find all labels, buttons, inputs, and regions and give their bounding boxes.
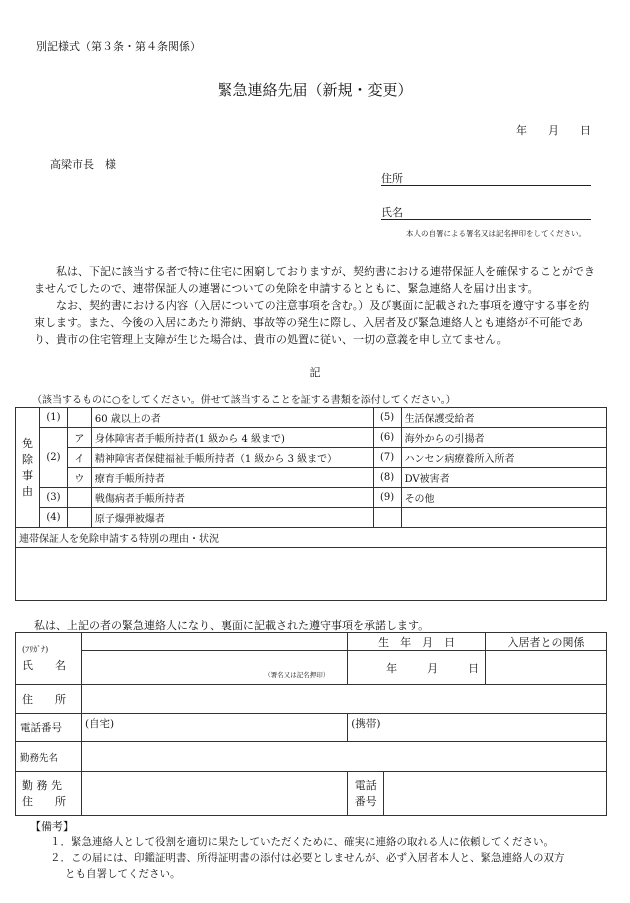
table-row	[16, 488, 607, 508]
item-9-number[interactable]: (9)	[373, 488, 401, 508]
item-1-number[interactable]: (1)	[39, 408, 67, 428]
note-2: ２．この届には、印鑑証明書、所得証明書の添付は必要としませんが、必ず入居者本人と、緊急連絡人の双方	[50, 852, 565, 864]
dob-day-unit: 日	[468, 661, 480, 675]
notes-heading: 【備考】	[30, 820, 74, 833]
mobile-phone-label: (携帯)	[351, 718, 381, 730]
relation-input[interactable]	[486, 651, 607, 685]
table-row	[16, 528, 607, 548]
item-8-text: DV被害者	[401, 468, 606, 488]
dob-label: 生 年 月 日	[348, 633, 486, 651]
dob-month-unit: 月	[427, 661, 439, 675]
table-row	[16, 633, 607, 651]
workplace-phone-label: 電話 番号	[348, 772, 384, 816]
name-label: 氏 名	[22, 659, 66, 672]
item-5-number[interactable]: (5)	[373, 408, 401, 428]
table-row	[16, 742, 607, 772]
furigana-input[interactable]	[81, 633, 347, 651]
date-line	[516, 122, 591, 138]
workplace-name-input[interactable]	[81, 742, 606, 772]
address-input[interactable]	[81, 685, 606, 714]
item-2i-text: 精神障害者保健福祉手帳所持者（1 級から 3 級まで）	[91, 448, 373, 468]
item-6-text: 海外からの引揚者	[401, 428, 606, 448]
item-2a-letter[interactable]: ア	[67, 428, 91, 448]
table-row	[16, 508, 607, 528]
item-6-number[interactable]: (6)	[373, 428, 401, 448]
contact-intro: 私は、上記の者の緊急連絡人になり、裏面に記載された遵守事項を承諾します。	[34, 619, 430, 632]
table-row	[16, 428, 607, 448]
table-row	[16, 468, 607, 488]
relation-label: 入居者との関係	[486, 633, 607, 651]
exemption-table	[15, 407, 607, 601]
item-1-text: 60 歳以上の者	[91, 408, 373, 428]
declaration-paragraph-1: 私は、下記に該当する者で特に住宅に困窮しておりますが、契約書における連帯保証人を確保することができませんでしたので、連帯保証人の連署についての免除を申請するとともに、緊急連絡人を届け出ます。	[34, 265, 595, 295]
item-9-text: その他	[401, 488, 606, 508]
applicant-address-label: 住所	[381, 172, 403, 185]
seal-note: （署名又は記名押印）	[264, 671, 330, 679]
reason-label: 連帯保証人を免除申請する特別の理由・状況	[16, 528, 607, 548]
dob-year-unit: 年	[386, 661, 398, 675]
note-2-continued: とも自署してください。	[65, 868, 181, 880]
item-2a-text: 身体障害者手帳所持者(1 級から 4 級まで)	[91, 428, 373, 448]
date-day-label: 日	[580, 124, 591, 137]
name-input[interactable]	[81, 651, 347, 685]
workplace-address-label: 勤 務 先 住 所	[16, 772, 82, 816]
item-3-text: 戦傷病者手帳所持者	[91, 488, 373, 508]
item-7-number[interactable]: (7)	[373, 448, 401, 468]
item-5-text: 生活保護受給者	[401, 408, 606, 428]
address-label: 住 所	[16, 685, 82, 714]
workplace-name-label: 勤務先名	[16, 742, 82, 772]
table-row	[16, 548, 607, 601]
applicant-name-field[interactable]	[381, 204, 591, 220]
exemption-side-label: 免 除 事 由	[16, 408, 40, 528]
exemption-instruction: （該当するものに○をしてください。併せて該当することを証する書類を添付してください。）	[32, 395, 456, 406]
item-7-text: ハンセン病療養所入所者	[401, 448, 606, 468]
item-8-number[interactable]: (8)	[373, 468, 401, 488]
table-row	[16, 772, 607, 816]
item-2u-text: 療育手帳所持者	[91, 468, 373, 488]
home-phone-input[interactable]	[81, 714, 347, 742]
home-phone-label: (自宅)	[84, 718, 115, 730]
applicant-name-label: 氏名	[381, 206, 403, 219]
table-row	[16, 408, 607, 428]
contact-table	[15, 632, 607, 816]
form-reference: 別記様式（第３条・第４条関係）	[36, 40, 201, 53]
table-row	[16, 448, 607, 468]
dob-input[interactable]	[348, 651, 486, 685]
date-year-label: 年	[516, 124, 527, 137]
date-month-label: 月	[548, 124, 559, 137]
addressee: 高梁市長 様	[50, 158, 116, 171]
item-2i-letter[interactable]: イ	[67, 448, 91, 468]
furigana-label: (ﾌﾘｶﾞﾅ)	[22, 645, 49, 654]
workplace-phone-input[interactable]	[384, 772, 607, 816]
page-title: 緊急連絡先届（新規・変更）	[217, 81, 413, 99]
item-2u-letter[interactable]: ウ	[67, 468, 91, 488]
table-row	[16, 714, 607, 742]
phone-label: 電話番号	[16, 714, 82, 742]
workplace-address-input[interactable]	[81, 772, 347, 816]
mobile-phone-input[interactable]	[348, 714, 607, 742]
table-row	[16, 685, 607, 714]
ki-heading: 記	[309, 366, 321, 379]
item-4-number[interactable]: (4)	[39, 508, 67, 528]
item-4-text: 原子爆弾被爆者	[91, 508, 373, 528]
declaration-paragraph-2: なお、契約書における内容（入居についての注意事項を含む。）及び裏面に記載された事項を遵守する事を約束します。また、今後の入居にあたり滞納、事故等の発生に際し、入居者及び緊急連絡人とも連絡が不可能であり、貴市の住宅管理上支障が生じた場合は、貴市の処置に従い、一切の意義を申し立てません。	[34, 299, 590, 346]
applicant-address-field[interactable]	[381, 170, 591, 186]
reason-input-area[interactable]	[16, 548, 607, 601]
name-label-cell	[16, 633, 82, 685]
item-2-number[interactable]: (2)	[39, 428, 67, 488]
item-3-number[interactable]: (3)	[39, 488, 67, 508]
signature-note: 本人の自署による署名又は記名押印をしてください。	[406, 229, 586, 238]
table-row	[16, 651, 607, 685]
note-1: １．緊急連絡人として役割を適切に果たしていただくために、確実に連絡の取れる人に依頼してください。	[50, 836, 554, 848]
